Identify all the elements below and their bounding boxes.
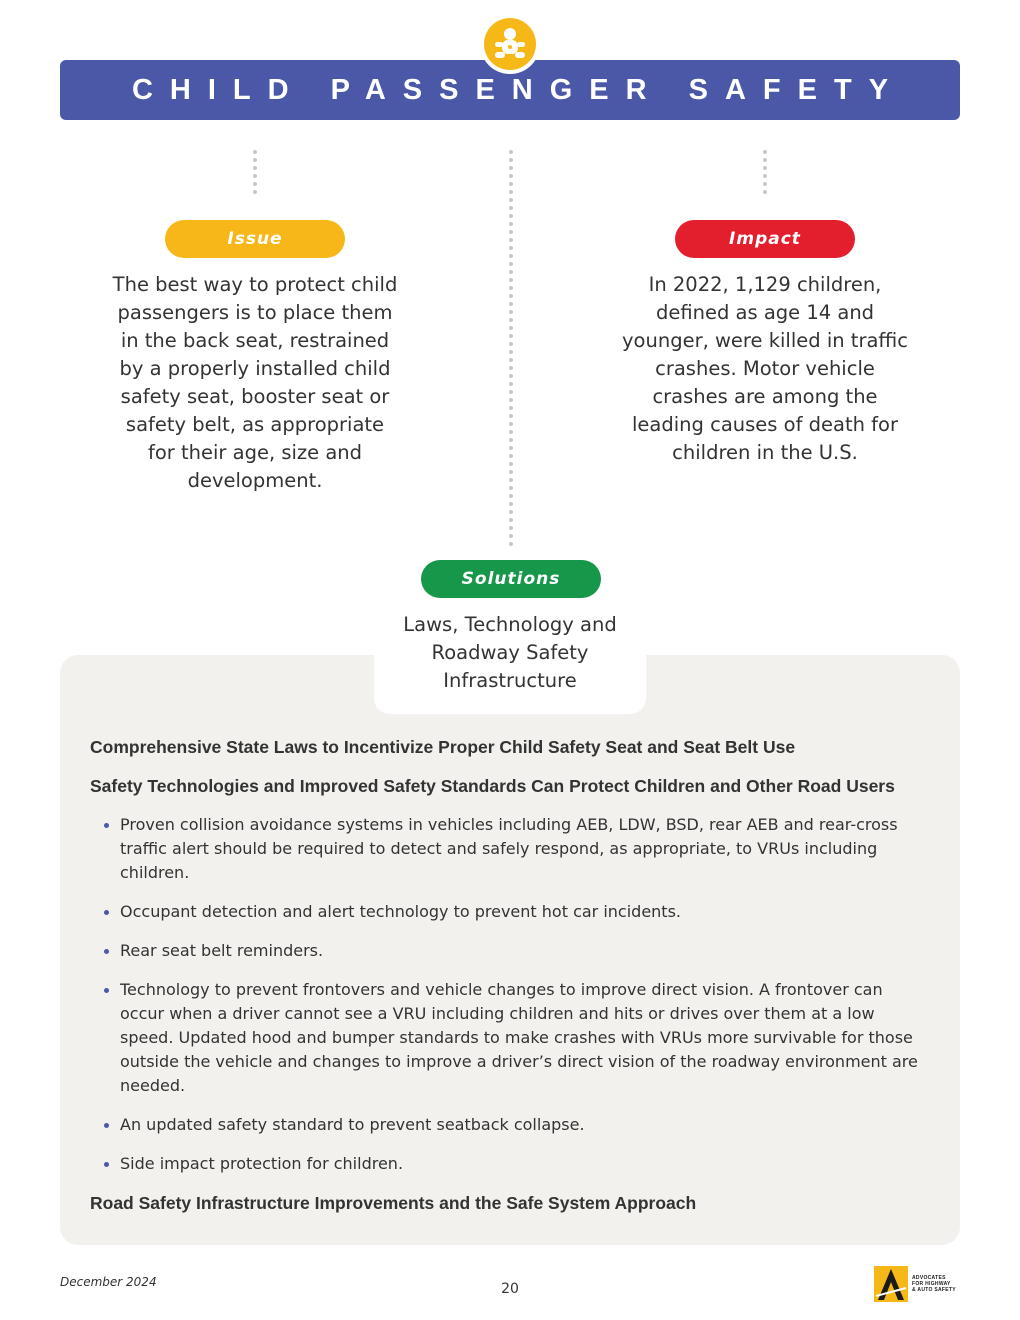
list-item: Technology to prevent frontovers and vehicle changes to improve direct vision. A frontover can occur when a driver cannot see a VRU including children and hits or drives over them at a low speed. Updated hood and bumper standards to make crashes with VRUs more survivable for those outside the vehicle and changes to improve a driver’s direct vision of the roadway environment are needed.: [104, 978, 930, 1098]
bullet-icon: [104, 823, 109, 828]
dotted-connector-left: [252, 150, 258, 196]
impact-label: Impact: [675, 220, 855, 258]
bullet-icon: [104, 1123, 109, 1128]
dotted-connector-center: [508, 150, 514, 550]
solutions-content: [90, 735, 930, 1230]
heading-state-laws: Comprehensive State Laws to Incentivize Proper Child Safety Seat and Seat Belt Use: [90, 737, 796, 757]
solutions-subtitle: Laws, Technology and Roadway Safety Infrastructure: [403, 613, 617, 692]
footer-date: December 2024: [60, 1275, 157, 1289]
logo-line-2: FOR HIGHWAY: [912, 1281, 951, 1287]
page-title: CHILD PASSENGER SAFETY: [131, 73, 906, 106]
list-item: Proven collision avoidance systems in vehicles including AEB, LDW, BSD, rear AEB and rear-cross traffic alert should be required to detect and safely respond, as appropriate, to VRUs including children.: [104, 813, 930, 885]
dotted-connector-right: [762, 150, 768, 196]
bullet-icon: [104, 988, 109, 993]
heading-road-infrastructure: Road Safety Infrastructure Improvements and the Safe System Approach: [90, 1193, 697, 1213]
list-item: Side impact protection for children.: [104, 1152, 930, 1176]
list-item: Occupant detection and alert technology to prevent hot car incidents.: [104, 900, 930, 924]
child-icon: [492, 26, 528, 62]
child-icon-badge: [480, 14, 540, 74]
impact-text: In 2022, 1,129 children, defined as age 14 and younger, were killed in traffic crashes. Motor vehicle crashes are among the leading causes of death for children in the U.S.: [622, 273, 908, 464]
page-number: 20: [501, 1281, 519, 1297]
advocates-logo-icon: [874, 1266, 908, 1302]
logo-line-3: & AUTO SAFETY: [912, 1287, 956, 1293]
list-item: Rear seat belt reminders.: [104, 939, 930, 963]
issue-text: The best way to protect child passengers is to place them in the back seat, restrained by a properly installed child safety seat, booster seat or safety belt, as appropriate for their age, size and development.: [112, 273, 398, 492]
list-item: An updated safety standard to prevent seatback collapse.: [104, 1113, 930, 1137]
advocates-logo: [874, 1266, 964, 1302]
heading-safety-technologies: Safety Technologies and Improved Safety Standards Can Protect Children and Other Road Users: [90, 776, 895, 796]
bullet-icon: [104, 949, 109, 954]
bullet-icon: [104, 910, 109, 915]
logo-line-1: ADVOCATES: [912, 1275, 946, 1281]
solutions-label: Solutions: [421, 560, 601, 598]
bullet-icon: [104, 1162, 109, 1167]
issue-label: Issue: [165, 220, 345, 258]
technology-list: [90, 813, 930, 1176]
